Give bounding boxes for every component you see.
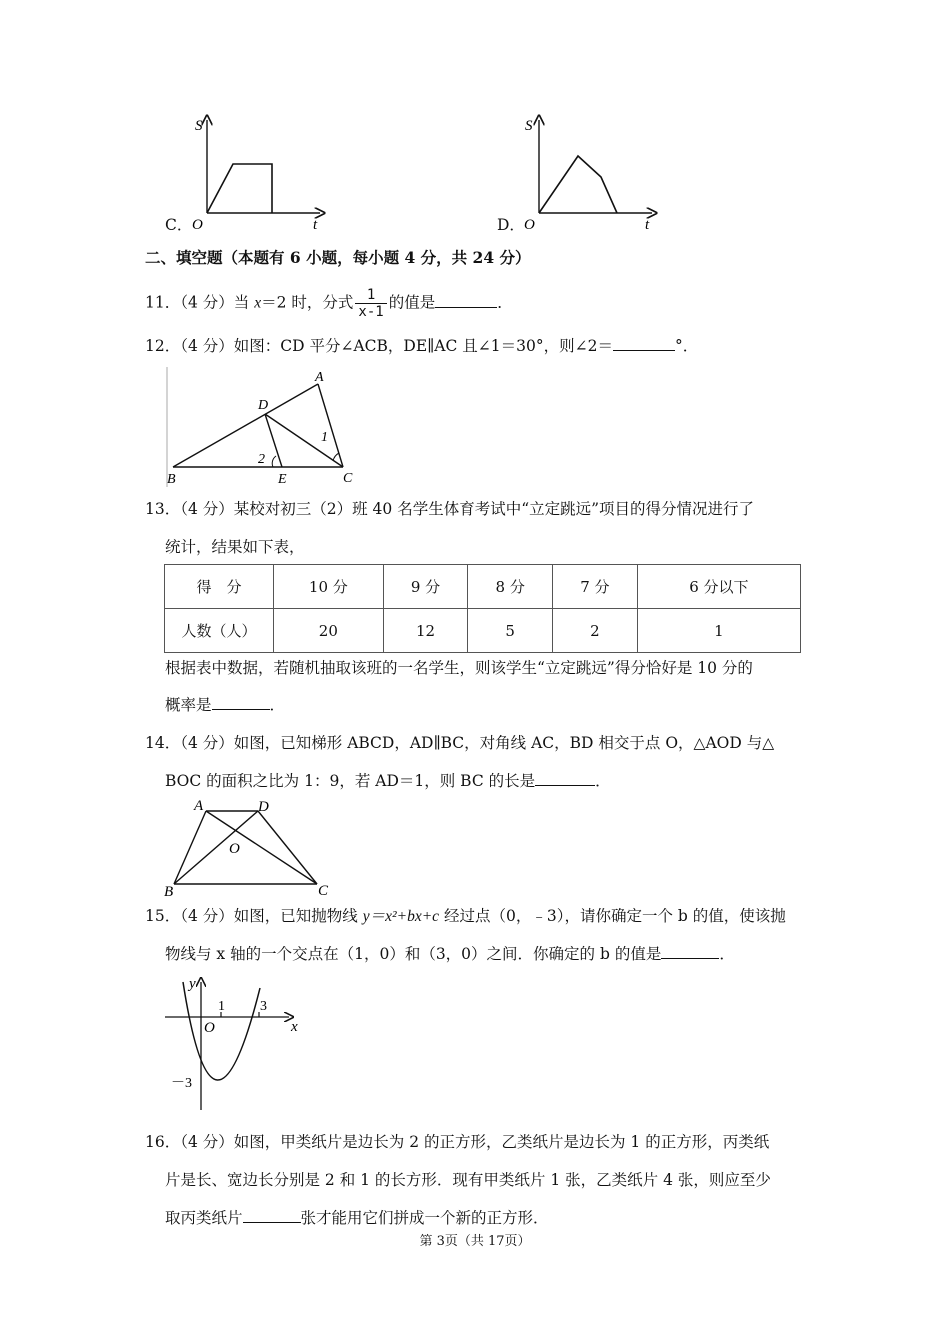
angle-2-label: 2 [258, 452, 265, 467]
q13-line4-end: ． [269, 696, 286, 714]
point-c-label: C [318, 883, 329, 899]
origin-label: O [204, 1020, 215, 1036]
q12-prefix: 12．（4 分）如图： [145, 337, 281, 355]
point-a-label: A [315, 370, 324, 385]
q15-line1-a: 15．（4 分）如图，已知抛物线 [145, 907, 363, 925]
table-cell: 得 分 [165, 565, 274, 609]
q13-line4 [165, 694, 285, 716]
q16-line3-end: 张才能用它们拼成一个新的正方形． [300, 1209, 549, 1227]
parabola-curve [183, 982, 260, 1080]
q11-end: ． [497, 293, 513, 312]
score-table [164, 564, 801, 653]
table-header-row [165, 565, 801, 609]
option-d-graph [517, 112, 667, 232]
q13-line2: 统计，结果如下表， [165, 538, 305, 556]
q14-line2-prefix: BOC 的面积之比为 1：9，若 AD＝1，则 BC 的长是 [165, 772, 536, 790]
q11-fraction [355, 287, 386, 320]
q12-body: CD 平分∠ACB，DE∥AC 且∠1＝30°，则∠2＝ [280, 337, 613, 355]
q11-var: x [254, 294, 262, 312]
q16-line3 [165, 1207, 549, 1229]
table-cell: 5 [468, 609, 553, 653]
table-cell: 20 [274, 609, 384, 653]
q14-line2 [165, 770, 611, 792]
q13-line3: 根据表中数据，若随机抽取该班的一名学生，则该学生“立定跳远”得分恰好是 10 分的 [165, 659, 753, 677]
q15-parabola-figure [165, 970, 315, 1118]
q11-prefix: 11．（4 分）当 [145, 293, 255, 312]
q11-suffix: 的值是 [388, 293, 436, 312]
table-row [165, 609, 801, 653]
t-label: t [313, 217, 318, 232]
tick-1-label: 1 [218, 999, 225, 1014]
x-axis-label: x [291, 1019, 298, 1035]
origin-label: O [524, 217, 535, 232]
graph-line [207, 164, 272, 213]
q15-equation: y＝x²+bx+c [362, 908, 440, 925]
t-label: t [645, 217, 650, 232]
point-o-label: O [229, 841, 240, 857]
table-cell: 10 分 [274, 565, 384, 609]
option-c-label: C． [165, 216, 193, 234]
s-label: S [525, 118, 533, 134]
angle-1-label: 1 [321, 430, 328, 445]
answer-blank [535, 771, 595, 786]
q13-line1: 13．（4 分）某校对初三（2）班 40 名学生体育考试中“立定跳远”项目的得分情况进行了 [145, 500, 755, 518]
point-b-label: B [167, 472, 176, 487]
q15-line2-end: ． [719, 945, 735, 963]
q12-end: °． [674, 337, 699, 355]
table-cell: 2 [553, 609, 638, 653]
q16-line1: 16．（4 分）如图，甲类纸片是边长为 2 的正方形，乙类纸片是边长为 1 的正方形，丙类纸 [145, 1133, 770, 1151]
q15-line2-prefix: 物线与 x 轴的一个交点在（1，0）和（3，0）之间．你确定的 b 的值是 [165, 945, 662, 963]
table-cell: 1 [637, 609, 800, 653]
q11-mid: ＝2 时，分式 [261, 293, 354, 312]
point-d-label: D [258, 799, 269, 815]
table-cell: 7 分 [553, 565, 638, 609]
point-c-label: C [343, 471, 353, 486]
q14-line1: 14．（4 分）如图，已知梯形 ABCD，AD∥BC，对角线 AC，BD 相交于点 O，△AOD 与△ [145, 734, 775, 752]
q14-trapezoid-figure [162, 797, 342, 899]
fraction-numerator: 1 [355, 287, 386, 304]
table-cell: 9 分 [383, 565, 468, 609]
q12-triangle-figure [165, 367, 365, 489]
option-c-graph [185, 112, 335, 232]
table-cell: 6 分以下 [637, 565, 800, 609]
question-11 [145, 287, 513, 320]
tick-3-label: 3 [260, 999, 267, 1014]
answer-blank [661, 944, 719, 959]
origin-label: O [192, 217, 203, 232]
answer-blank [212, 695, 270, 710]
fraction-denominator: x-1 [358, 304, 384, 320]
tick-neg3-label: －3 [171, 1076, 192, 1091]
point-b-label: B [164, 884, 174, 899]
q16-line2: 片是长、宽边长分别是 2 和 1 的长方形．现有甲类纸片 1 张，乙类纸片 4 张，则应至少 [165, 1171, 771, 1189]
table-cell: 12 [383, 609, 468, 653]
q15-line1 [145, 905, 786, 928]
option-d-label: D． [497, 216, 525, 234]
point-a-label: A [194, 798, 204, 814]
page-footer: 第 3页（共 17页） [419, 1234, 531, 1249]
point-e-label: E [278, 472, 287, 487]
point-d-label: D [258, 398, 269, 413]
q16-line3-prefix: 取丙类纸片 [165, 1209, 243, 1227]
q14-line2-end: ． [595, 772, 611, 790]
graph-line [539, 156, 617, 213]
answer-blank [435, 293, 497, 308]
y-axis-label: y [189, 976, 196, 992]
answer-blank [613, 336, 675, 351]
q13-line4-prefix: 概率是 [165, 696, 212, 714]
answer-blank [243, 1208, 301, 1223]
table-cell: 8 分 [468, 565, 553, 609]
q15-line1-b: 经过点（0，﹣3），请你确定一个 b 的值，使该抛 [439, 907, 786, 925]
q15-line2 [165, 943, 735, 965]
s-label: S [195, 118, 203, 134]
table-cell: 人数（人） [165, 609, 274, 653]
section-title: 二、填空题（本题有 6 小题，每小题 4 分，共 24 分） [145, 248, 531, 267]
question-12 [145, 335, 698, 357]
